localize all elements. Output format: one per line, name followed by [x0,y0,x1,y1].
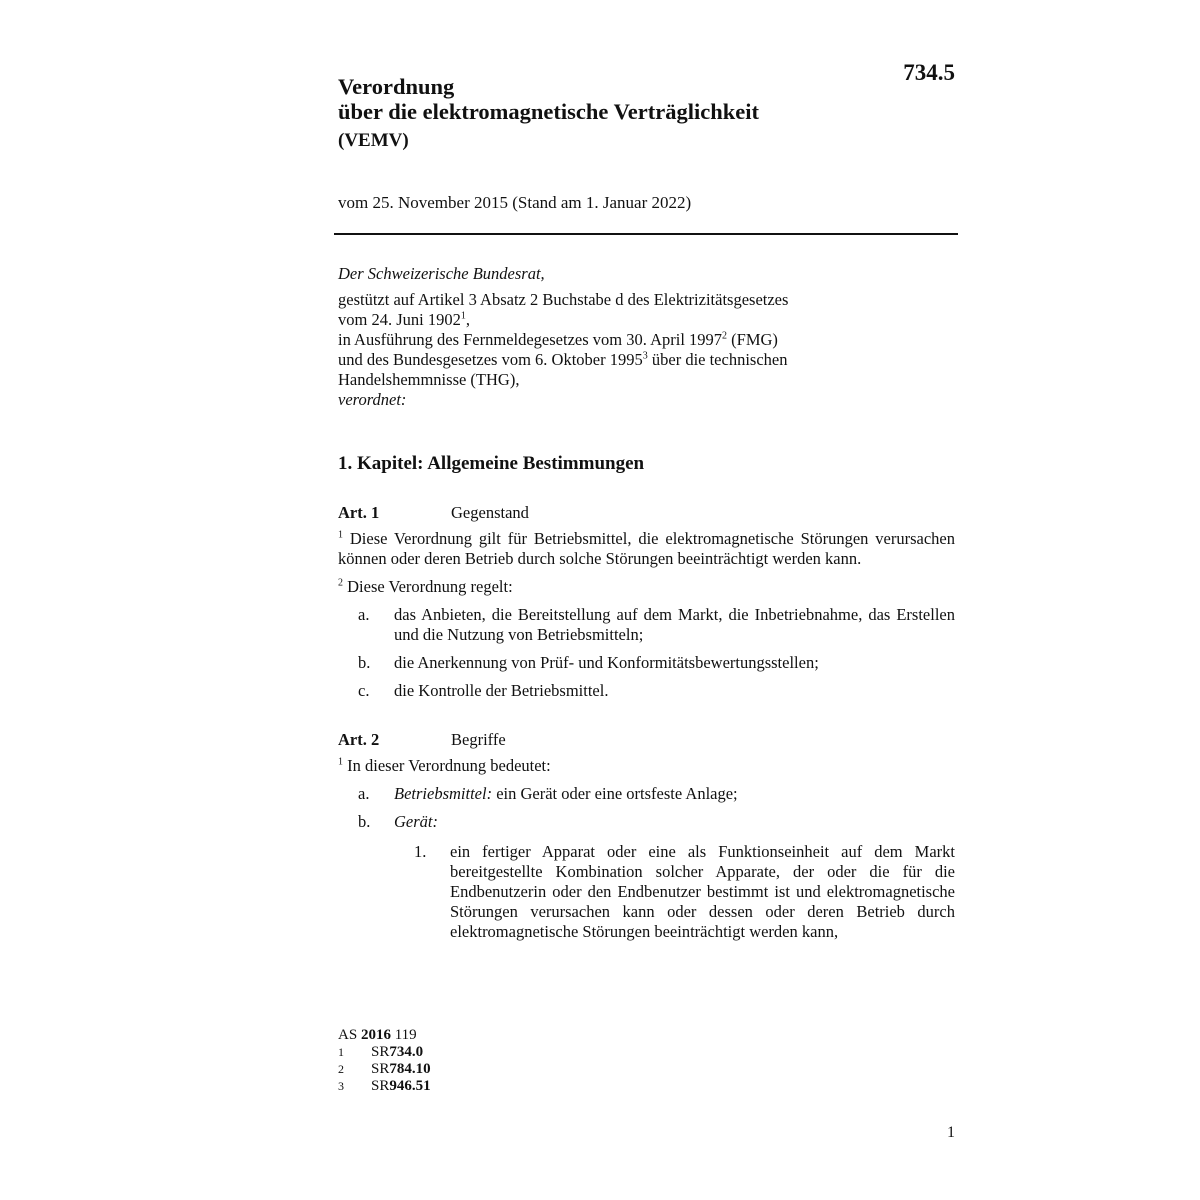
preamble-line: in Ausführung des Fernmeldegesetzes vom 30. April 1997$^2$ (FMG) [338,330,778,349]
footnote: 1 SR 734.0 [338,1044,424,1060]
article-heading [338,730,955,750]
sr-number: 734.5 [903,60,955,85]
document-body [338,264,955,942]
preamble-line: Handelshemmnisse (THG), [338,370,520,389]
footnote: 2 SR 784.10 [338,1061,431,1077]
article-number: Art. 1 [338,503,380,522]
preamble-authority: Der Schweizerische Bundesrat, [338,264,545,283]
list-item: a. das Anbieten, die Bereitstellung auf dem Markt, die Inbetriebnahme, das Erstellen und die Nutzung von Betriebsmitteln; [358,605,955,644]
sub-list-item: 1. ein fertiger Apparat oder eine als Funktionseinheit auf dem Markt bereitgestellte Kombination solcher Apparate, der oder die für die Endbenutzerin oder den Endbenutzer bestimmt ist und elektromagnetische Störungen verursachen kann oder dessen oder deren Betrieb durch elektromagnetische Störungen beeinträchtigt werden kann, [414,842,955,941]
footnote-ref[interactable]: 1 [460,310,466,322]
preamble [338,264,955,410]
header-divider [334,233,958,235]
list-item: a. Betriebsmittel: ein Gerät oder eine ortsfeste Anlage; [358,784,738,803]
article-paragraph: $^2$ Diese Verordnung regelt: [338,577,513,596]
preamble-line: gestützt auf Artikel 3 Absatz 2 Buchstabe d des Elektrizitätsgesetzes [338,290,789,309]
title-line-1: Verordnung [338,74,455,99]
article-paragraph: $^1$ Diese Verordnung gilt für Betriebsmittel, die elektromagnetische Störungen verursachen können oder deren Betrieb durch solche Störungen beeinträchtigt werden kann. [338,529,955,568]
preamble-line: und des Bundesgesetzes vom 6. Oktober 1995$^3$ über die technischen [338,350,788,369]
preamble-decree: verordnet: [338,390,407,409]
footnote-ref[interactable]: 2 [722,330,728,342]
article-paragraph: $^1$ In dieser Verordnung bedeutet: [338,756,551,775]
page-number: 1 [947,1124,955,1141]
article-list [338,784,955,942]
list-item: c. die Kontrolle der Betriebsmittel. [358,681,609,700]
chapter-heading: 1. Kapitel: Allgemeine Bestimmungen [338,453,645,474]
article-title: Gegenstand [451,503,529,522]
footnote: 3 SR 946.51 [338,1078,431,1094]
article-heading [338,503,955,523]
article-list [338,605,955,701]
document-title [338,74,759,153]
footnote-ref[interactable]: 3 [642,350,648,362]
list-item: b. Gerät: 1. ein fertiger Apparat oder eine als Funktionseinheit auf dem Markt bereitgestellte Kombination solcher Apparate, der oder die für die Endbenutzerin oder den Endbenutzer bestimmt ist und elektromagnetische Störungen verursachen kann oder dessen oder deren Betrieb durch elektromagnetische Störungen beeinträchtigt werden kann, [358,812,955,941]
article-2 [338,730,955,942]
footnotes [338,1027,431,1095]
preamble-line: vom 24. Juni 1902$^1$, [338,310,470,329]
as-reference: AS 2016 119 [338,1027,417,1043]
article-number: Art. 2 [338,730,380,749]
list-item: b. die Anerkennung von Prüf- und Konformitätsbewertungsstellen; [358,653,819,672]
document-date: vom 25. November 2015 (Stand am 1. Januar 2022) [338,193,692,212]
article-1 [338,503,955,701]
article-title: Begriffe [451,730,506,749]
title-line-2: über die elektromagnetische Verträglichkeit [338,99,759,124]
title-abbreviation: (VEMV) [338,130,409,151]
